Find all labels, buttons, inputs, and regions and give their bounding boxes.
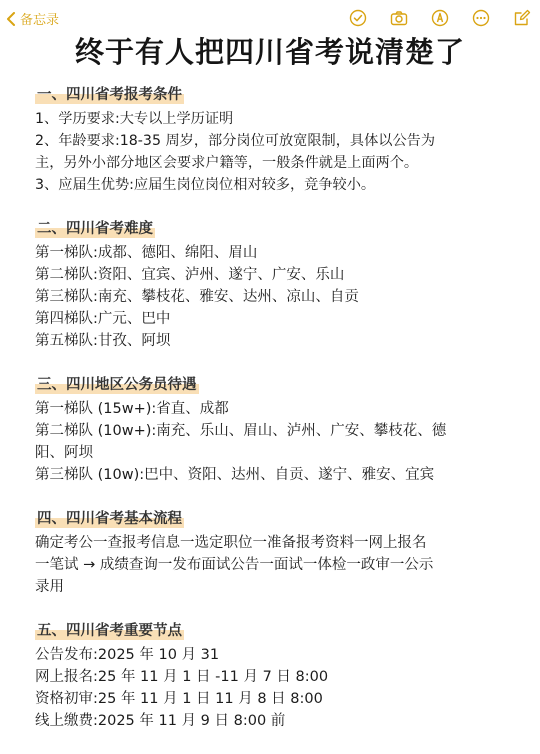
section-heading: 五、四川省考重要节点 (37, 623, 182, 639)
section-process (35, 508, 505, 598)
note-body[interactable] (35, 84, 505, 754)
note-line: 录用 (35, 579, 64, 595)
note-line: 资格初审:25 年 11 月 1 日 11 月 8 日 8:00 (35, 691, 323, 707)
note-line: 第四梯队:广元、巴中 (35, 311, 171, 327)
note-line: 主，另外小部分地区会要求户籍等，一般条件就是上面两个。 (35, 155, 419, 171)
toolbar (327, 8, 532, 28)
note-line: 1、学历要求:大专以上学历证明 (35, 111, 234, 127)
chevron-left-icon (6, 12, 17, 26)
section-heading: 二、四川省考难度 (37, 221, 153, 237)
section-salary (35, 374, 505, 486)
note-line: 第五梯队:甘孜、阿坝 (35, 333, 171, 349)
note-line: 3、应届生优势:应届生岗位岗位相对较多，竞争较小。 (35, 177, 376, 193)
section-key-dates (35, 620, 505, 732)
note-line: 线上缴费:2025 年 11 月 9 日 8:00 前 (35, 713, 286, 729)
section-heading: 三、四川地区公务员待遇 (37, 377, 197, 393)
note-line: 确定考公一查报考信息一选定职位一准备报考资料一网上报名 (35, 535, 427, 551)
note-line: 第一梯队 (15w+):省直、成都 (35, 401, 229, 417)
note-line: 2、年龄要求:18-35 周岁，部分岗位可放宽限制，具体以公告为 (35, 133, 436, 149)
back-label: 备忘录 (20, 13, 60, 28)
note-line: 第三梯队 (10w):巴中、资阳、达州、自贡、遂宁、雅安、宜宾 (35, 467, 435, 483)
note-line: 第二梯队:资阳、宜宾、泸州、遂宁、广安、乐山 (35, 267, 345, 283)
section-requirements (35, 84, 505, 196)
note-title[interactable]: 终于有人把四川省考说清楚了 (74, 35, 465, 69)
checklist-icon[interactable] (348, 8, 368, 28)
markup-pen-icon[interactable] (430, 8, 450, 28)
note-line: 公告发布:2025 年 10 月 31 (35, 647, 220, 663)
section-heading: 一、四川省考报考条件 (37, 87, 182, 103)
section-heading: 四、四川省考基本流程 (37, 511, 182, 527)
note-line: 第二梯队 (10w+):南充、乐山、眉山、泸州、广安、攀枝花、德 (35, 423, 447, 439)
note-line: 阳、阿坝 (35, 445, 93, 461)
camera-icon[interactable] (389, 8, 409, 28)
section-difficulty (35, 218, 505, 352)
more-icon[interactable] (471, 8, 491, 28)
compose-icon[interactable] (512, 8, 532, 28)
note-line: 网上报名:25 年 11 月 1 日 -11 月 7 日 8:00 (35, 669, 329, 685)
back-button[interactable] (6, 9, 59, 28)
note-line: 第一梯队:成都、德阳、绵阳、眉山 (35, 245, 258, 261)
note-line: 一笔试 → 成绩查询一发布面试公告一面试一体检一政审一公示 (35, 557, 434, 573)
note-line: 第三梯队:南充、攀枝花、雅安、达州、凉山、自贡 (35, 289, 359, 305)
